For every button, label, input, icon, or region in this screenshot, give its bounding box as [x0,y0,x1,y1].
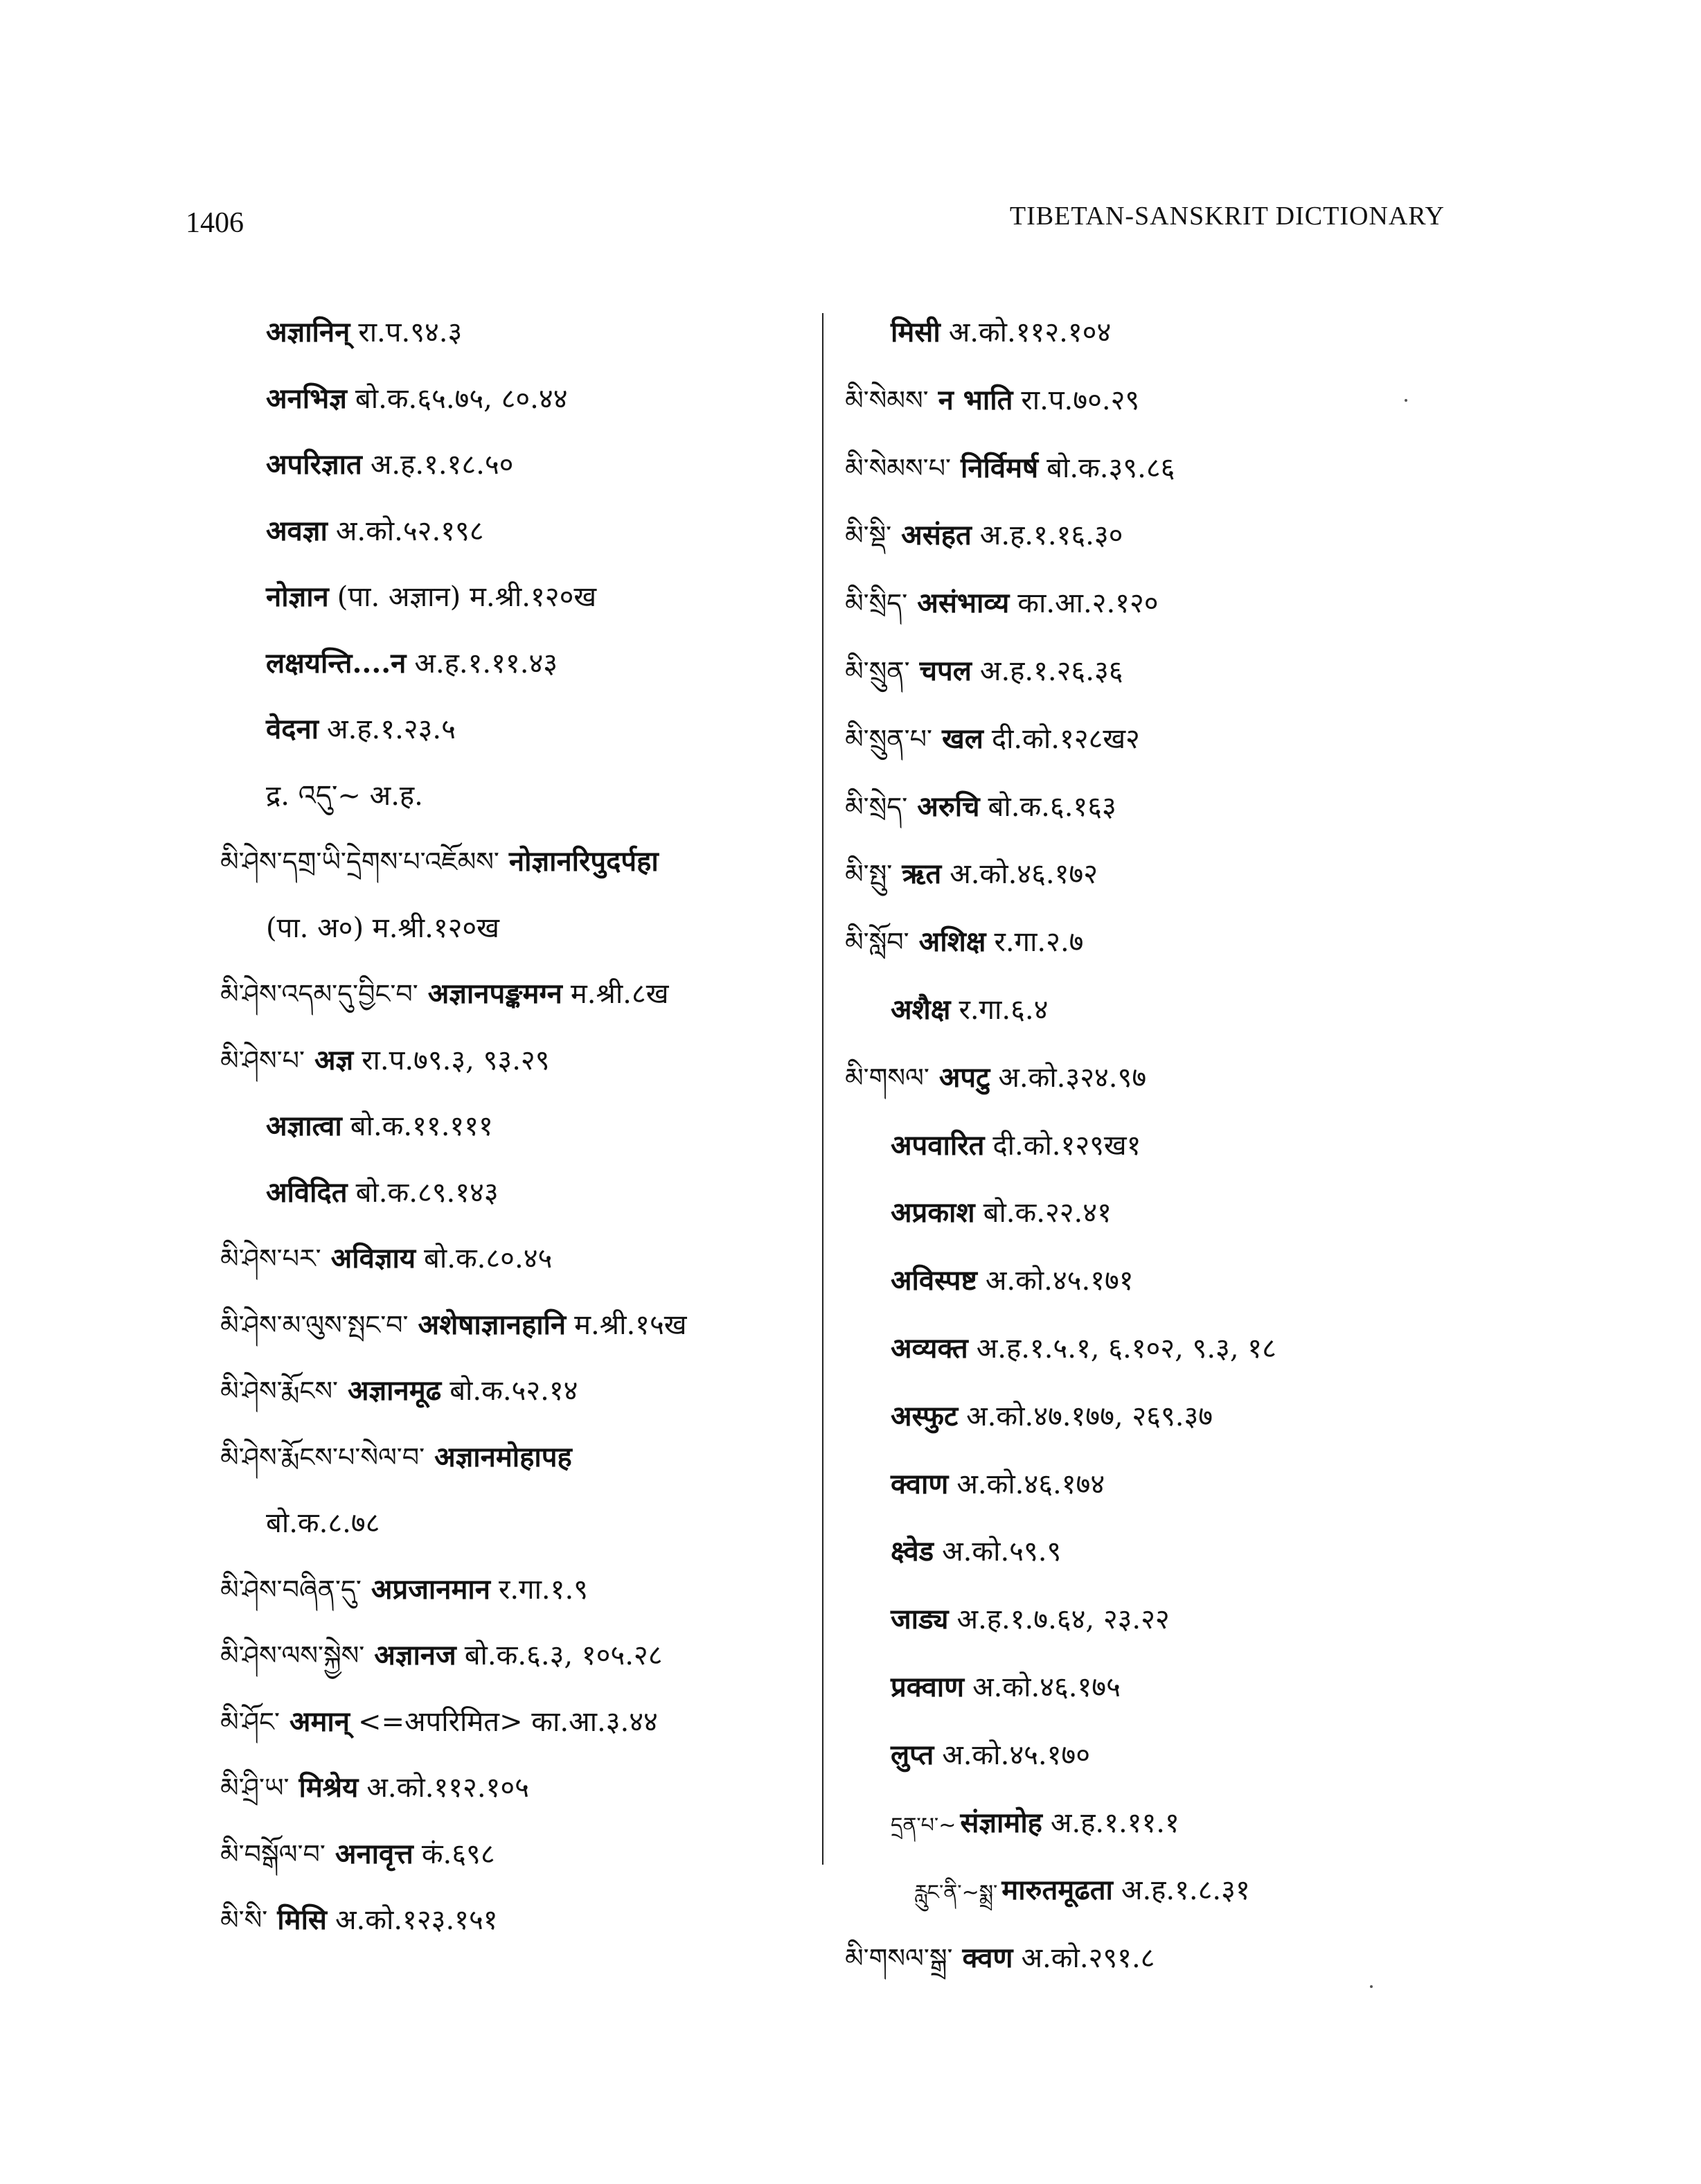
dictionary-entry [220,1175,830,1210]
dictionary-entry [220,315,830,350]
sanskrit-term: निर्विमर्ष [960,451,1039,484]
tibetan-headword: མི་ཤེས་བཞིན་དུ་ [220,1574,362,1605]
dictionary-entry [220,911,830,945]
sanskrit-term: अव्यक्त [891,1331,968,1365]
dictionary-entry [845,1941,1468,1976]
reference: बो.क.२२.४१ [983,1197,1112,1229]
dictionary-entry [220,779,830,813]
dictionary-entry [845,993,1468,1027]
dictionary-entry [845,1670,1468,1705]
column-divider [822,313,823,1865]
sanskrit-term: मिसि [277,1903,327,1936]
reference: म.श्री.८ख [570,978,669,1010]
sanskrit-term: मिसी [891,316,941,348]
dictionary-entry [220,514,830,549]
dictionary-entry [220,447,830,482]
dictionary-entry [845,1399,1468,1434]
tibetan-headword: དྲན་པ་~ [891,1813,956,1838]
reference: अ.को.२९१.८ [1021,1942,1155,1975]
tibetan-headword: མི་གསལ་ [845,1062,929,1093]
running-head: TIBETAN-SANSKRIT DICTIONARY [1009,202,1445,231]
page-number: 1406 [186,207,244,239]
sanskrit-term: मिश्रेय [299,1771,359,1804]
sanskrit-term: अपटु [938,1060,990,1094]
reference: अ.ह.१.१६.३० [979,520,1123,552]
dictionary-entry [220,1770,830,1805]
sanskrit-term: अशेषाज्ञानहानि [418,1308,567,1341]
dictionary-entry [220,1705,830,1739]
dictionary-entry [845,790,1468,824]
sanskrit-term: अमान् [289,1705,350,1738]
reference: अ.को.३२४.९७ [998,1061,1147,1094]
sanskrit-term: अशिक्ष [918,925,986,959]
sanskrit-term: अज्ञात्वा [266,1110,342,1142]
sanskrit-term: अनावृत्त [335,1837,413,1870]
tibetan-headword: མི་སློབ་ [845,927,909,958]
sanskrit-term: ऋत [902,858,942,891]
reference: अ.ह.१.५.१, ६.१०२, ९.३, १८ [976,1332,1276,1365]
sanskrit-term: वेदना [266,713,319,745]
reference: अ.ह.१.११.४३ [414,647,558,680]
sanskrit-term: न भाति [938,383,1013,416]
tibetan-headword: མི་སི་ [220,1905,268,1935]
reference: अ.को.११२.१०४ [948,317,1112,348]
tibetan-headword: མི་སྲུན་པ་ [845,723,932,754]
sanskrit-term: अज्ञ [314,1043,354,1076]
sanskrit-term: अपवारित [891,1128,985,1162]
sanskrit-term: क्वण [962,1942,1013,1975]
tibetan-headword: མི་ཤེས་རྨོངས་ [220,1376,338,1406]
reference: अ.ह.१.८.३१ [1121,1874,1250,1907]
right-column [845,315,1468,2009]
reference: बो.क.८०.४५ [424,1243,553,1275]
dictionary-entry [220,1903,830,1937]
reference: द्र. འདུ་~ अ.ह. [266,779,423,812]
dictionary-entry [845,586,1468,621]
reference: (पा. अ०) म.श्री.१२०ख [266,912,499,944]
dictionary-entry [845,1331,1468,1366]
sanskrit-term: अज्ञानमूढ [347,1374,442,1407]
tibetan-headword: མི་སྤུ་ [845,859,893,890]
sanskrit-term: अप्रकाश [891,1196,975,1229]
sanskrit-term: अशैक्ष [891,993,951,1026]
reference: अ.ह.१.२३.५ [327,713,456,745]
dictionary-entry [220,1638,830,1673]
tibetan-headword: མི་ཤེས་འདམ་དུ་བྱིང་བ་ [220,979,418,1009]
reference: रा.प.७०.२९ [1021,384,1140,416]
tibetan-headword: མི་སྲེད་ [845,791,908,822]
reference: अ.को.४७.१७७, २६९.३७ [966,1400,1213,1432]
reference: अ.को.५९.९ [942,1536,1062,1568]
sanskrit-term: अप्रजानमान [371,1572,490,1606]
reference: अ.को.५२.१९८ [335,515,484,547]
reference: बो.क.११.१११ [350,1110,493,1142]
sanskrit-term: मारुतमूढता [1001,1874,1113,1907]
sanskrit-term: अज्ञानमोहापह [434,1440,572,1473]
dictionary-entry [220,712,830,747]
dictionary-entry [845,315,1468,350]
sanskrit-term: अस्फुट [891,1399,959,1432]
dictionary-entry [845,383,1468,418]
tibetan-headword: མི་སྲིད་ [845,588,908,619]
reference: अ.ह.१.११.१ [1050,1806,1179,1839]
scan-speck [1370,1985,1373,1988]
tibetan-headword: མི་ཤེས་མ་ལུས་སྤང་བ་ [220,1309,409,1340]
reference: बो.क.३९.८६ [1047,452,1175,484]
reference: अ.को.४६.१७४ [956,1468,1105,1500]
dictionary-entry [220,844,830,879]
sanskrit-term: क्वाण [891,1467,949,1500]
sanskrit-term: अविस्पष्ट [891,1264,977,1297]
reference: कं.६९८ [421,1838,495,1870]
reference: बो.क.८.७८ [266,1507,380,1539]
sanskrit-term: अज्ञानिन् [266,316,350,348]
sanskrit-term: नोज्ञान [266,580,329,613]
reference: अ.को.११२.१०५ [366,1772,529,1804]
dictionary-entry [845,1534,1468,1569]
dictionary-entry [845,722,1468,756]
sanskrit-term: लुप्त [891,1738,934,1771]
tibetan-headword: མི་སྡི་ [845,520,892,551]
dictionary-entry [220,646,830,681]
sanskrit-term: नोज्ञानरिपुदर्पहा [508,845,659,878]
reference: बो.क.६.३, १०५.२८ [464,1640,663,1671]
reference: अ.ह.१.२६.३६ [979,655,1123,687]
sanskrit-term: अनभिज्ञ [266,382,347,415]
tibetan-headword: མི་སེམས་ [845,384,929,416]
sanskrit-term: अविज्ञाय [330,1242,416,1275]
sanskrit-term: अविदित [266,1175,348,1209]
reference: र.गा.६.४ [959,993,1049,1026]
sanskrit-term: लक्षयन्ति....न [266,646,407,680]
tibetan-headword: མི་ཤེས་པ་ [220,1045,305,1076]
reference: बो.क.६५.७५, ८०.४४ [355,382,568,415]
dictionary-entry [220,1109,830,1144]
reference: (पा. अज्ञान) म.श्री.१२०ख [337,581,597,613]
dictionary-entry [220,1837,830,1872]
dictionary-entry [845,1128,1468,1163]
dictionary-entry [845,925,1468,959]
reference: अ.ह.१.१८.५० [370,449,514,481]
tibetan-headword: མི་ཤོང་ [220,1706,280,1737]
reference: अ.को.४६.१७५ [972,1671,1121,1703]
dictionary-entry [845,1602,1468,1637]
reference: बो.क.५२.१४ [449,1375,578,1407]
sanskrit-term: खल [941,722,983,755]
tibetan-headword: མི་ཤེས་པར་ [220,1243,321,1274]
tibetan-headword: མི་སེམས་པ་ [845,452,951,483]
tibetan-headword: མི་ཤེས་ལས་སྐྱེས་ [220,1640,365,1671]
dictionary-entry [220,1308,830,1342]
tibetan-headword: མི་བསྒོལ་བ་ [220,1838,326,1870]
reference: र.गा.१.९ [498,1573,588,1606]
dictionary-entry [845,518,1468,553]
sanskrit-term: क्ष्वेड [891,1535,934,1568]
reference: <=अपरिमित> का.आ.३.४४ [357,1705,658,1738]
sanskrit-term: संज्ञामोह [960,1806,1042,1839]
reference: अ.को.४६.१७२ [950,858,1098,891]
sanskrit-term: असंभाव्य [917,587,1010,620]
reference: दी.को.१२९ख१ [992,1129,1141,1162]
dictionary-entry [220,1572,830,1607]
reference: अ.को.४५.१७० [942,1739,1091,1771]
tibetan-headword: མི་ཤེས་དགྲ་ཡི་དྲེགས་པ་འཇོམས་ [220,846,499,877]
tibetan-headword: རླུང་ནི་~སྨྲ་ [914,1881,998,1906]
dictionary-entry [845,1873,1468,1908]
sanskrit-term: अपरिज्ञात [266,448,362,481]
dictionary-entry [845,1060,1468,1095]
dictionary-entry [845,654,1468,689]
dictionary-entry [845,1263,1468,1298]
dictionary-entry [845,1196,1468,1230]
reference: बो.क.८९.१४३ [355,1176,499,1209]
reference: रा.प.९४.३ [358,317,463,348]
reference: रा.प.७९.३, ९३.२९ [362,1044,550,1076]
dictionary-entry [845,857,1468,891]
dictionary-entry [845,1738,1468,1773]
sanskrit-term: जाड्य [891,1603,949,1636]
tibetan-headword: མི་ཤེས་རྨོངས་པ་སེལ་བ་ [220,1441,425,1473]
reference: बो.क.६.१६३ [988,790,1116,823]
dictionary-entry [220,1506,830,1541]
dictionary-entry [220,1374,830,1408]
reference: र.गा.२.७ [994,926,1084,959]
dictionary-entry [845,1806,1468,1840]
dictionary-entry [220,382,830,416]
scan-speck [1405,399,1407,402]
dictionary-entry [220,1440,830,1475]
reference: अ.को.४५.१७१ [985,1265,1134,1297]
sanskrit-term: अवज्ञा [266,514,328,547]
dictionary-entry [220,1043,830,1078]
reference: अ.ह.१.७.६४, २३.२२ [956,1604,1170,1636]
reference: दी.को.१२८ख२ [991,722,1140,755]
dictionary-entry [220,1241,830,1276]
tibetan-headword: མི་སྲུན་ [845,655,910,686]
dictionary-entry [845,451,1468,486]
sanskrit-term: अज्ञानज [374,1639,456,1671]
reference: का.आ.२.१२० [1017,587,1159,620]
dictionary-entry [220,580,830,614]
reference: अ.को.१२३.१५१ [335,1904,498,1936]
sanskrit-term: प्रक्वाण [891,1670,965,1703]
reference: म.श्री.१५ख [574,1308,687,1341]
dictionary-entry [845,1467,1468,1502]
left-column [220,315,830,1969]
tibetan-headword: མི་ཤྲི་ཡ་ [220,1773,290,1803]
sanskrit-term: असंहत [901,519,972,552]
sanskrit-term: चपल [919,654,972,687]
tibetan-headword: མི་གསལ་སྒྲ་ [845,1943,953,1974]
sanskrit-term: अज्ञानपङ्कमग्न [427,977,562,1010]
sanskrit-term: अरुचि [917,790,980,823]
dictionary-entry [220,977,830,1011]
